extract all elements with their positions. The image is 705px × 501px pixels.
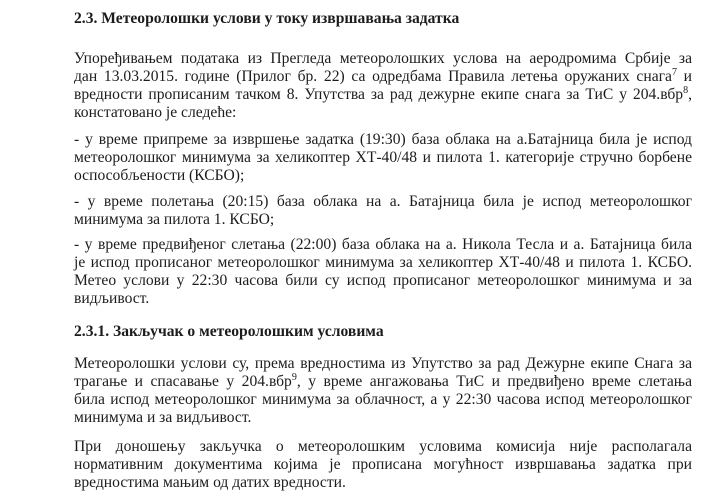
text-line: Метеоролошки услови су, према вредностима из Упутство за рад Дежурне екипе Снага за — [74, 355, 692, 372]
bullet-paragraph — [74, 236, 692, 308]
text-line: била испод метеоролошког минимума за облачност, а у 22:30 часова испод метеоролошког — [74, 391, 692, 408]
text-line: - у време припреме за извршење задатка (19:30) база облака на а.Батајница била је испод — [74, 131, 692, 148]
text-line: метеоролошког минимума за хеликоптер ХТ-40/48 и пилота 1. категорије стручно борбене — [74, 149, 692, 166]
text-line: - у време полетања (20:15) база облака на а. Батајница била је испод метеоролошког — [74, 193, 692, 210]
footnote-ref: 7 — [671, 67, 677, 78]
text-line: оспособљености (КСБО); — [74, 167, 245, 184]
text-line: При доношењу закључка о метеоролошким условима комисија није располагала — [74, 438, 692, 455]
text-line: констатовано је следеће: — [74, 104, 237, 121]
text-line: вредностима мањим од датих вредности. — [74, 474, 346, 491]
bullet-paragraph — [74, 131, 692, 185]
conclusion-paragraph — [74, 355, 692, 427]
text-line: - у време предвиђеног слетања (22:00) база облака на а. Никола Тесла и а. Батајница била — [74, 236, 692, 253]
intro-paragraph — [74, 50, 692, 122]
text-line: Метео услови у 22:30 часова били су испод прописаног метеоролошког минимума и за — [74, 272, 692, 289]
footnote-ref: 8 — [683, 85, 689, 96]
text-line: дан 13.03.2015. године (Прилог бр. 22) са одредбама Правила летења оружаних снага$^7$ и — [74, 67, 692, 85]
conclusion-paragraph — [74, 438, 692, 492]
subsection-heading: 2.3.1. Закључак о метеоролошким условима — [74, 323, 384, 340]
section-heading: 2.3. Метеоролошки услови у току извршавања задатка — [74, 10, 460, 27]
footnote-ref: 9 — [291, 372, 297, 383]
text-line: је испод прописаног метеоролошког минимума за хеликоптер ХТ-40/48 и пилота 1. КСБО. — [74, 254, 692, 271]
text-line: видљивост. — [74, 290, 150, 307]
text-line: нормативним документима којима је прописана могућност извршавања задатка при — [74, 456, 692, 473]
text-line: вредности прописаним тачком 8. Упутства за рад дежурне екипе снага за ТиС у 204.вбр$^8$, — [74, 85, 692, 103]
bullet-paragraph — [74, 193, 692, 229]
text-line: минимума и за видљивост. — [74, 409, 252, 426]
text-line: минимума за пилота 1. КСБО; — [74, 211, 275, 228]
text-line: трагање и спасавање у 204.вбр$^9$, у време ангажовања ТиС и предвиђено време слетања — [74, 372, 692, 390]
text-line: Упоређивањем података из Прегледа метеоролошких услова на аеродромима Србије за — [74, 50, 692, 67]
